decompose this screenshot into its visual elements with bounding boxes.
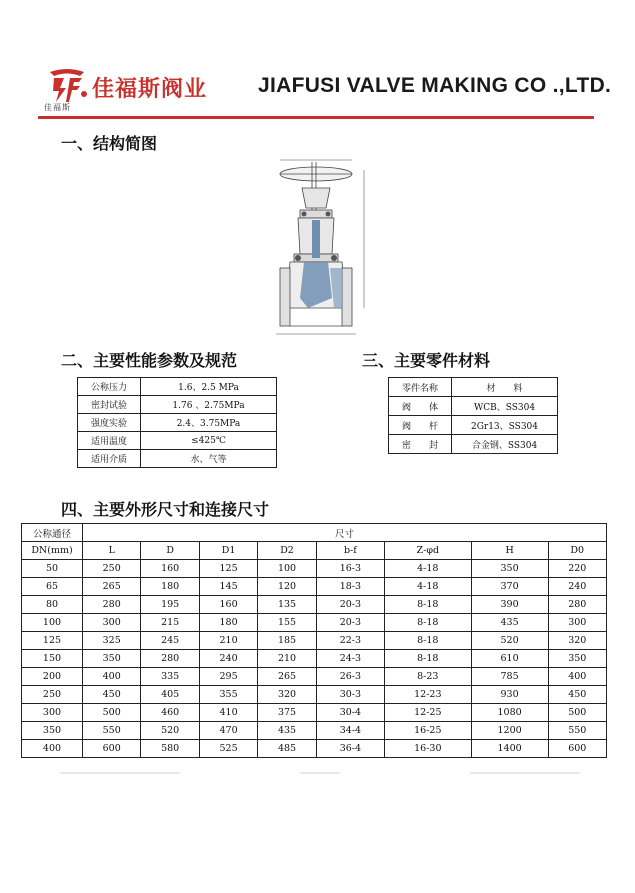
table-row xyxy=(22,596,607,614)
performance-key: 公称压力 xyxy=(78,378,141,396)
table-row xyxy=(22,560,607,578)
performance-key: 密封试验 xyxy=(78,396,141,414)
table-row xyxy=(389,378,558,397)
material-part: 密 封 xyxy=(389,435,452,454)
table-row xyxy=(22,686,607,704)
table-row xyxy=(78,414,277,432)
dimension-column-header: D1 xyxy=(199,542,257,560)
dimension-cell: 350 xyxy=(83,650,141,668)
dimension-dn-cell: 200 xyxy=(22,668,83,686)
dimension-cell: 485 xyxy=(258,740,316,758)
dimension-table xyxy=(21,523,607,758)
dimension-cell: 390 xyxy=(471,596,548,614)
dimension-cell: 410 xyxy=(199,704,257,722)
materials-table xyxy=(388,377,558,454)
dimension-cell: 36-4 xyxy=(316,740,384,758)
dimension-cell: 1200 xyxy=(471,722,548,740)
material-value: 合金钢、SS304 xyxy=(452,435,558,454)
materials-header-part: 零件名称 xyxy=(389,378,452,397)
dimension-cell: 550 xyxy=(83,722,141,740)
dimension-cell: 460 xyxy=(141,704,199,722)
dimension-cell: 22-3 xyxy=(316,632,384,650)
dimension-cell: 210 xyxy=(199,632,257,650)
performance-value: 2.4、3.75MPa xyxy=(141,414,277,432)
dimension-cell: 610 xyxy=(471,650,548,668)
dimension-cell: 350 xyxy=(548,650,606,668)
dimension-cell: 300 xyxy=(548,614,606,632)
dimension-cell: 450 xyxy=(83,686,141,704)
dimension-cell: 20-3 xyxy=(316,614,384,632)
dimension-column-header: L xyxy=(83,542,141,560)
performance-value: ≤425℃ xyxy=(141,432,277,450)
dimension-cell: 295 xyxy=(199,668,257,686)
performance-key: 强度实验 xyxy=(78,414,141,432)
dimension-cell: 280 xyxy=(83,596,141,614)
dimension-cell: 450 xyxy=(548,686,606,704)
dimension-dn-cell: 65 xyxy=(22,578,83,596)
dimension-cell: 16-30 xyxy=(384,740,471,758)
dimension-cell: 16-25 xyxy=(384,722,471,740)
dimension-cell: 300 xyxy=(83,614,141,632)
dimension-column-header: D xyxy=(141,542,199,560)
dimension-cell: 8-18 xyxy=(384,632,471,650)
dimension-column-header: Z-φd xyxy=(384,542,471,560)
dimension-cell: 1080 xyxy=(471,704,548,722)
gate-valve-drawing xyxy=(268,158,378,340)
dimension-cell: 785 xyxy=(471,668,548,686)
dimension-cell: 435 xyxy=(258,722,316,740)
logo-caption: 佳福斯 xyxy=(44,103,71,112)
dimension-cell: 405 xyxy=(141,686,199,704)
table-row xyxy=(22,650,607,668)
materials-header-material: 材 料 xyxy=(452,378,558,397)
dimension-cell: 520 xyxy=(471,632,548,650)
dimension-cell: 470 xyxy=(199,722,257,740)
performance-value: 1.6、2.5 MPa xyxy=(141,378,277,396)
dimension-cell: 280 xyxy=(141,650,199,668)
performance-value: 1.76 、2.75MPa xyxy=(141,396,277,414)
performance-key: 适用介质 xyxy=(78,450,141,468)
table-row xyxy=(78,432,277,450)
table-row xyxy=(22,722,607,740)
dimension-cell: 265 xyxy=(258,668,316,686)
table-row xyxy=(78,450,277,468)
table-row xyxy=(78,378,277,396)
table-row xyxy=(22,614,607,632)
table-header-row xyxy=(22,524,607,542)
dimension-dn-cell: 125 xyxy=(22,632,83,650)
table-row xyxy=(78,396,277,414)
performance-key: 适用温度 xyxy=(78,432,141,450)
scan-artifact xyxy=(60,772,180,774)
dimension-cell: 12-23 xyxy=(384,686,471,704)
dimension-cell: 1400 xyxy=(471,740,548,758)
dimension-column-header: H xyxy=(471,542,548,560)
dimension-cell: 160 xyxy=(199,596,257,614)
dimension-cell: 320 xyxy=(258,686,316,704)
table-row xyxy=(22,578,607,596)
table-row xyxy=(22,668,607,686)
table-row xyxy=(389,435,558,454)
dimension-dn-cell: 400 xyxy=(22,740,83,758)
dimension-cell: 4-18 xyxy=(384,560,471,578)
dimension-dn-cell: 100 xyxy=(22,614,83,632)
dimension-cell: 240 xyxy=(548,578,606,596)
section-title-performance: 二、主要性能参数及规范 xyxy=(61,351,238,370)
nominal-header-bottom: DN(mm) xyxy=(22,542,83,560)
performance-table xyxy=(77,377,277,468)
dimension-dn-cell: 300 xyxy=(22,704,83,722)
dimension-cell: 145 xyxy=(199,578,257,596)
dimension-cell: 500 xyxy=(83,704,141,722)
dimension-cell: 125 xyxy=(199,560,257,578)
dimension-cell: 600 xyxy=(548,740,606,758)
dimension-cell: 30-4 xyxy=(316,704,384,722)
dimension-group-header: 尺寸 xyxy=(83,524,607,542)
dimension-cell: 215 xyxy=(141,614,199,632)
dimension-cell: 265 xyxy=(83,578,141,596)
dimension-cell: 120 xyxy=(258,578,316,596)
dimension-cell: 930 xyxy=(471,686,548,704)
dimension-dn-cell: 250 xyxy=(22,686,83,704)
dimension-cell: 435 xyxy=(471,614,548,632)
dimension-cell: 180 xyxy=(199,614,257,632)
dimension-cell: 24-3 xyxy=(316,650,384,668)
dimension-cell: 335 xyxy=(141,668,199,686)
table-row xyxy=(22,704,607,722)
dimension-cell: 355 xyxy=(199,686,257,704)
dimension-cell: 210 xyxy=(258,650,316,668)
table-row xyxy=(22,632,607,650)
dimension-cell: 250 xyxy=(83,560,141,578)
scan-artifact xyxy=(470,772,580,774)
dimension-column-header: D0 xyxy=(548,542,606,560)
section-title-dimensions: 四、主要外形尺寸和连接尺寸 xyxy=(61,500,270,519)
dimension-cell: 525 xyxy=(199,740,257,758)
dimension-cell: 400 xyxy=(83,668,141,686)
dimension-cell: 100 xyxy=(258,560,316,578)
dimension-cell: 8-18 xyxy=(384,596,471,614)
dimension-cell: 280 xyxy=(548,596,606,614)
dimension-cell: 245 xyxy=(141,632,199,650)
material-value: WCB、SS304 xyxy=(452,397,558,416)
header-divider xyxy=(38,116,594,119)
dimension-dn-cell: 150 xyxy=(22,650,83,668)
table-row xyxy=(389,416,558,435)
brand-name-en: JIAFUSI VALVE MAKING CO .,LTD. xyxy=(258,74,612,97)
dimension-cell: 30-3 xyxy=(316,686,384,704)
section-title-materials: 三、主要零件材料 xyxy=(362,351,491,370)
material-part: 阀 杆 xyxy=(389,416,452,435)
dimension-column-header: D2 xyxy=(258,542,316,560)
dimension-cell: 375 xyxy=(258,704,316,722)
dimension-cell: 160 xyxy=(141,560,199,578)
dimension-cell: 26-3 xyxy=(316,668,384,686)
dimension-cell: 135 xyxy=(258,596,316,614)
dimension-cell: 400 xyxy=(548,668,606,686)
performance-value: 水、气等 xyxy=(141,450,277,468)
scan-artifact xyxy=(300,772,340,774)
dimension-cell: 600 xyxy=(83,740,141,758)
dimension-cell: 12-25 xyxy=(384,704,471,722)
dimension-cell: 350 xyxy=(471,560,548,578)
brand-name-cn: 佳福斯阀业 xyxy=(92,77,208,102)
dimension-dn-cell: 350 xyxy=(22,722,83,740)
dimension-cell: 8-23 xyxy=(384,668,471,686)
table-row xyxy=(22,740,607,758)
material-value: 2Gr13、SS304 xyxy=(452,416,558,435)
material-part: 阀 体 xyxy=(389,397,452,416)
dimension-cell: 520 xyxy=(141,722,199,740)
dimension-cell: 325 xyxy=(83,632,141,650)
dimension-cell: 155 xyxy=(258,614,316,632)
dimension-dn-cell: 50 xyxy=(22,560,83,578)
dimension-cell: 580 xyxy=(141,740,199,758)
dimension-cell: 8-18 xyxy=(384,650,471,668)
dimension-cell: 34-4 xyxy=(316,722,384,740)
dimension-cell: 8-18 xyxy=(384,614,471,632)
dimension-cell: 4-18 xyxy=(384,578,471,596)
dimension-cell: 185 xyxy=(258,632,316,650)
dimension-cell: 195 xyxy=(141,596,199,614)
table-header-row xyxy=(22,542,607,560)
section-title-structure: 一、结构简图 xyxy=(61,134,158,153)
dimension-cell: 16-3 xyxy=(316,560,384,578)
dimension-column-header: b-f xyxy=(316,542,384,560)
dimension-cell: 320 xyxy=(548,632,606,650)
dimension-cell: 370 xyxy=(471,578,548,596)
dimension-cell: 18-3 xyxy=(316,578,384,596)
dimension-cell: 180 xyxy=(141,578,199,596)
dimension-cell: 500 xyxy=(548,704,606,722)
dimension-cell: 240 xyxy=(199,650,257,668)
dimension-cell: 20-3 xyxy=(316,596,384,614)
dimension-cell: 220 xyxy=(548,560,606,578)
table-row xyxy=(389,397,558,416)
nominal-header-top: 公称通径 xyxy=(22,524,83,542)
dimension-cell: 550 xyxy=(548,722,606,740)
dimension-dn-cell: 80 xyxy=(22,596,83,614)
